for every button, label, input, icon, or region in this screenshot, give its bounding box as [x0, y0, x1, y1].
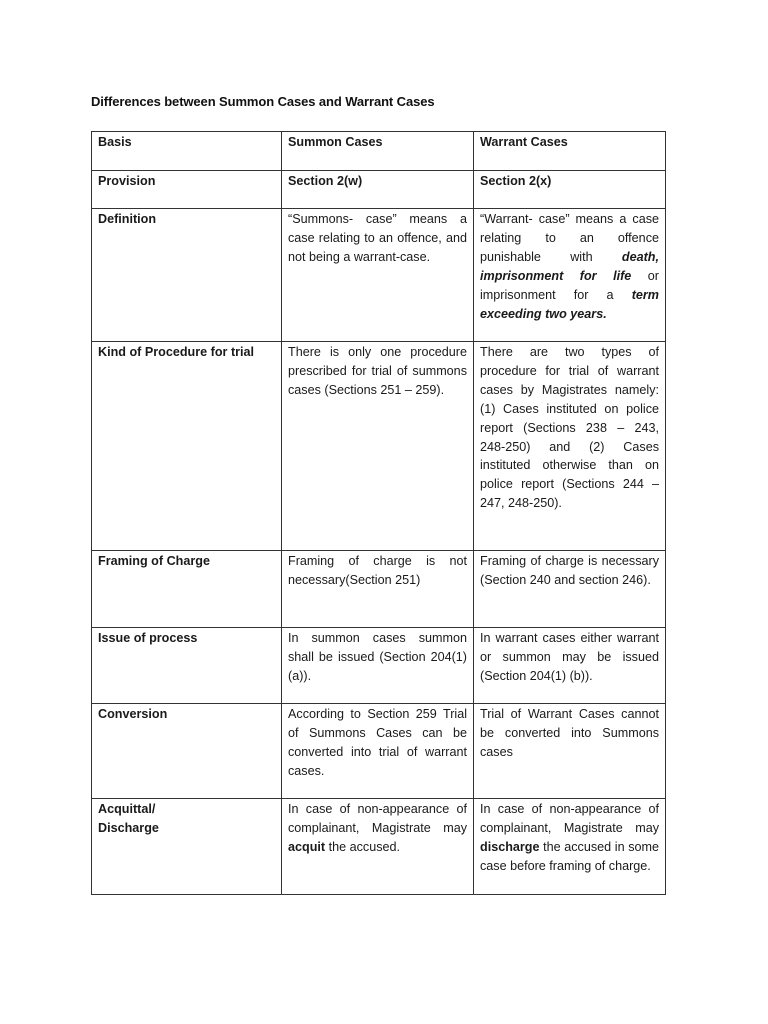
basis-cell: Framing of Charge — [92, 551, 282, 628]
text: the accused. — [325, 839, 401, 854]
summon-cell: According to Section 259 Trial of Summons Cases can be converted into trial of warrant cases. — [282, 704, 474, 799]
page-title: Differences between Summon Cases and Warrant Cases — [91, 94, 435, 109]
summon-cell: Framing of charge is not necessary(Section 251) — [282, 551, 474, 628]
comparison-table — [91, 131, 666, 895]
basis-cell: Kind of Procedure for trial — [92, 342, 282, 551]
basis-cell: Provision — [92, 171, 282, 209]
warrant-cell — [474, 799, 666, 895]
table-header-row — [92, 132, 666, 171]
table-row-definition — [92, 209, 666, 342]
emphasis-text: death, imprisonment for life — [480, 249, 659, 283]
header-basis: Basis — [92, 132, 282, 171]
summon-cell: Section 2(w) — [282, 171, 474, 209]
text: In case of non-appearance of complainant, Magistrate may — [480, 802, 659, 835]
warrant-cell: Section 2(x) — [474, 171, 666, 209]
header-warrant-cases: Warrant Cases — [474, 132, 666, 171]
basis-line: Acquittal/ — [98, 802, 156, 816]
text: or imprisonment for a — [480, 268, 659, 302]
warrant-cell: In warrant cases either warrant or summon may be issued (Section 204(1) (b)). — [474, 628, 666, 704]
summon-cell: “Summons- case” means a case relating to an offence, and not being a warrant-case. — [282, 209, 474, 342]
text: In case of non-appearance of complainant, Magistrate may — [288, 802, 467, 835]
summon-cell — [282, 799, 474, 895]
text: “Warrant- case” means a case relating to an offence punishable with — [480, 212, 659, 264]
emphasis-text: acquit — [288, 839, 326, 854]
emphasis-text: term exceeding two years. — [480, 287, 659, 321]
table-row-issue-of-process — [92, 628, 666, 704]
table-row-provision — [92, 171, 666, 209]
basis-line: Discharge — [98, 820, 159, 835]
text: the accused in some case before framing of charge. — [480, 839, 659, 873]
warrant-cell: Framing of charge is necessary (Section 240 and section 246). — [474, 551, 666, 628]
warrant-cell: Trial of Warrant Cases cannot be converted into Summons cases — [474, 704, 666, 799]
basis-cell: Issue of process — [92, 628, 282, 704]
emphasis-text: discharge — [480, 839, 540, 854]
table-row-acquittal-discharge — [92, 799, 666, 895]
table-row-conversion — [92, 704, 666, 799]
warrant-cell — [474, 209, 666, 342]
table-row-procedure — [92, 342, 666, 551]
basis-cell — [92, 799, 282, 895]
summon-cell: There is only one procedure prescribed for trial of summons cases (Sections 251 – 259). — [282, 342, 474, 551]
basis-cell: Definition — [92, 209, 282, 342]
summon-cell: In summon cases summon shall be issued (Section 204(1) (a)). — [282, 628, 474, 704]
header-summon-cases: Summon Cases — [282, 132, 474, 171]
warrant-cell: There are two types of procedure for trial of warrant cases by Magistrates namely: (1) Cases instituted on police report (Sections 238 – 243, 248-250) and (2) Cases instituted otherwise than on police report (Sections 244 – 247, 248-250). — [474, 342, 666, 551]
basis-cell: Conversion — [92, 704, 282, 799]
table-row-framing-of-charge — [92, 551, 666, 628]
